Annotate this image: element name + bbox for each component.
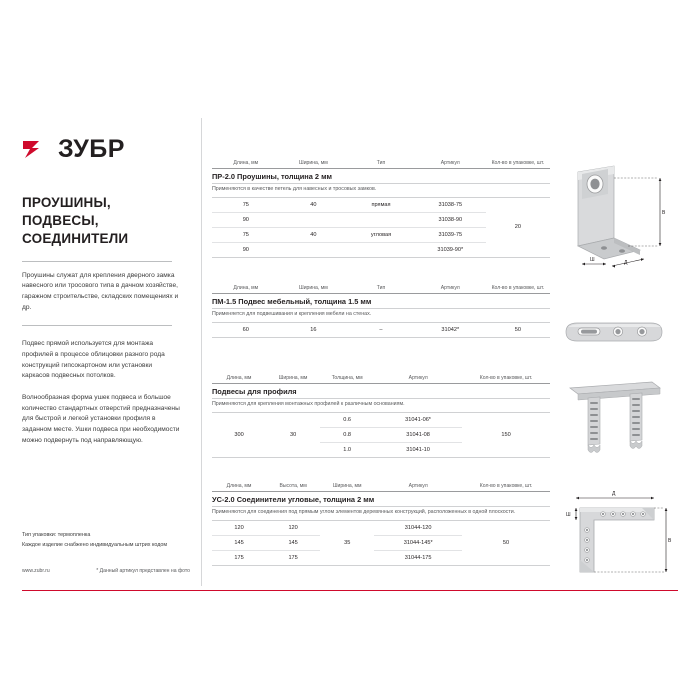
block-subtitle: Применяются для крепления монтажных профилей к различным основаниям. [212, 401, 405, 407]
table-body [212, 198, 550, 257]
header-width: Ширина, мм [299, 160, 328, 166]
cell-height: 120 [288, 524, 298, 531]
block-bottom-rule [212, 337, 550, 338]
block-title: Подвесы для профиля [212, 387, 297, 396]
page-title-line-1: ПРОУШИНЫ, [22, 195, 111, 210]
cell-qty: 50 [514, 326, 521, 333]
cell-length: 60 [242, 326, 249, 333]
bracket-lug-illustration [556, 160, 682, 270]
cell-qty-grouped: 20 [514, 224, 521, 231]
cell-qty-grouped: 50 [502, 539, 510, 546]
packaging-type: Тип упаковки: термопленка [22, 532, 91, 539]
cell-height: 145 [288, 539, 298, 546]
description-paragraph-1: Проушины служат для крепления дверного замка навесного или тросового типа в дачном хозяйстве, гаражном строительстве, складских помещениях и др. [22, 271, 179, 311]
cell-length: 120 [234, 524, 244, 531]
product-image-angle-connector [556, 486, 682, 586]
block-subtitle: Применяются для соединения под прямым углом элементов деревянных конструкций, расположенных в одной плоскости. [212, 509, 516, 515]
cell-type [347, 243, 415, 257]
table-headers [212, 285, 550, 293]
cell-length-grouped: 300 [234, 431, 244, 438]
header-sku: Артикул [408, 483, 428, 489]
column-divider [201, 118, 202, 586]
table-row [212, 243, 486, 257]
header-qty: Кол-во в упаковке, шт. [479, 483, 533, 489]
cell-height: 175 [288, 554, 298, 561]
cell-sku: 31044-145* [403, 539, 433, 546]
page-title [22, 194, 188, 249]
block-subtitle: Применяются в качестве петель для навесных и тросовых замков. [212, 186, 377, 192]
header-sku: Артикул [408, 375, 428, 381]
header-width: Ширина, мм [278, 375, 308, 381]
table-row [212, 323, 550, 337]
header-thickness: Толщина, мм [331, 375, 363, 381]
cell-thickness: 1.0 [343, 446, 352, 453]
table-block-pr20 [212, 160, 550, 258]
block-bottom-rule [212, 257, 550, 258]
packaging-info [22, 531, 167, 550]
table-block-us20 [212, 483, 550, 566]
table-body [212, 521, 550, 565]
table-row [320, 428, 462, 443]
table-row [320, 443, 462, 457]
cell-width: 40 [310, 201, 317, 208]
brand-name: ЗУБР [58, 134, 125, 163]
table-body [212, 413, 550, 457]
cell-width: 16 [310, 326, 317, 333]
profile-hanger-illustration [556, 372, 682, 472]
cell-width [280, 213, 348, 227]
svg-text:В: В [668, 538, 672, 544]
cell-sku: 31039-75 [438, 231, 463, 238]
block-title: ПР-2.0 Проушины, толщина 2 мм [212, 172, 333, 181]
furniture-hanger-illustration [556, 312, 682, 352]
table-row [212, 521, 320, 536]
table-row [212, 536, 320, 551]
svg-text:Ш: Ш [590, 257, 595, 263]
product-image-lug [556, 160, 682, 270]
block-subtitle: Применяется для подвешивания и крепления мебели на стенах. [212, 311, 372, 317]
svg-text:Д: Д [624, 260, 628, 266]
cell-thickness: 0.8 [343, 431, 352, 438]
table-row [212, 198, 486, 213]
header-sku: Артикул [440, 160, 460, 166]
title-divider [22, 261, 172, 262]
cell-length: 75 [242, 231, 249, 238]
header-type: Тип [376, 285, 386, 291]
cell-type: угловая [370, 231, 392, 238]
cell-type: прямая [371, 201, 391, 208]
header-qty: Кол-во в упаковке, шт. [491, 160, 545, 166]
cell-width-grouped: 35 [344, 539, 351, 546]
cell-sku: 31039-90* [437, 246, 464, 253]
photo-note: * Данный артикул представлен на фото [96, 568, 190, 574]
barcode-note: Каждое изделие снабжено индивидуальным штрих кодом [22, 541, 168, 548]
table-headers [212, 483, 550, 491]
svg-text:Д: Д [612, 491, 616, 497]
brand-logo [22, 128, 188, 170]
cell-sku: 31038-75 [438, 201, 463, 208]
table-block-profile-hangers [212, 375, 550, 458]
cell-length: 75 [242, 201, 249, 208]
cell-length: 175 [234, 554, 244, 561]
cell-sku: 31041-06* [405, 416, 431, 423]
block-bottom-rule [212, 565, 550, 566]
header-length: Длина, мм [233, 285, 259, 291]
block-title: ПМ-1.5 Подвес мебельный, толщина 1.5 мм [212, 297, 372, 306]
header-type: Тип [376, 160, 386, 166]
header-length: Длина, мм [226, 375, 252, 381]
cell-length: 90 [242, 246, 249, 253]
product-image-furniture-hanger [556, 312, 682, 352]
header-height: Высота, мм [279, 483, 307, 489]
header-length: Длина, мм [233, 160, 259, 166]
table-row [374, 551, 462, 565]
page-title-line-2: ПОДВЕСЫ, [22, 213, 99, 229]
cell-width [280, 243, 348, 257]
table-headers [212, 375, 550, 383]
cell-sku: 31042* [441, 326, 460, 333]
table-row [212, 213, 486, 228]
cell-type: – [379, 326, 383, 333]
angle-connector-illustration [556, 486, 682, 586]
header-length: Длина, мм [226, 483, 252, 489]
svg-text:В: В [662, 210, 666, 216]
cell-sku: 31038-90 [438, 216, 463, 223]
block-title: УС-2.0 Соединители угловые, толщина 2 мм [212, 495, 375, 504]
header-qty: Кол-во в упаковке, шт. [479, 375, 533, 381]
cell-sku: 31041-08 [406, 431, 430, 438]
table-row [320, 413, 462, 428]
product-image-profile-hanger [556, 372, 682, 472]
description-paragraph-3: Волнообразная форма ушек подвеса и большое количество стандартных отверстий предназначены для быстрой и легкой установки профиля в заданном месте. Ушки подвеса при необходимости можно подвернуть под направляющую. [22, 394, 180, 444]
cell-type [347, 213, 415, 227]
header-width: Ширина, мм [332, 483, 362, 489]
cell-width-grouped: 30 [290, 431, 297, 438]
svg-text:Ш: Ш [566, 512, 571, 518]
table-row [374, 521, 462, 536]
page-title-line-3: СОЕДИНИТЕЛИ [22, 231, 129, 247]
cell-width: 40 [310, 231, 317, 238]
cell-sku: 31041-10 [406, 446, 430, 453]
header-sku: Артикул [440, 285, 460, 291]
left-column [22, 118, 200, 586]
header-qty: Кол-во в упаковке, шт. [491, 285, 545, 291]
description-divider [22, 325, 172, 326]
website-url[interactable]: www.zubr.ru [22, 568, 50, 574]
table-row [212, 551, 320, 565]
footer [22, 568, 190, 574]
zubr-logo-icon [22, 136, 52, 162]
description-paragraph-2: Подвес прямой используется для монтажа профилей в процессе облицовки разного рода конструкций гипсокартоном или установки каркасов подвесных потолков. [22, 340, 165, 380]
table-headers [212, 160, 550, 168]
cell-sku: 31044-120 [404, 524, 432, 531]
cell-qty-grouped: 150 [501, 431, 511, 438]
table-row [212, 228, 486, 243]
table-block-pm15 [212, 285, 550, 338]
cell-thickness: 0.6 [343, 416, 352, 423]
table-body [212, 323, 550, 337]
block-bottom-rule [212, 457, 550, 458]
header-width: Ширина, мм [299, 285, 328, 291]
table-row [374, 536, 462, 551]
cell-length: 145 [234, 539, 244, 546]
cell-sku: 31044-175 [404, 554, 432, 561]
cell-length: 90 [242, 216, 249, 223]
